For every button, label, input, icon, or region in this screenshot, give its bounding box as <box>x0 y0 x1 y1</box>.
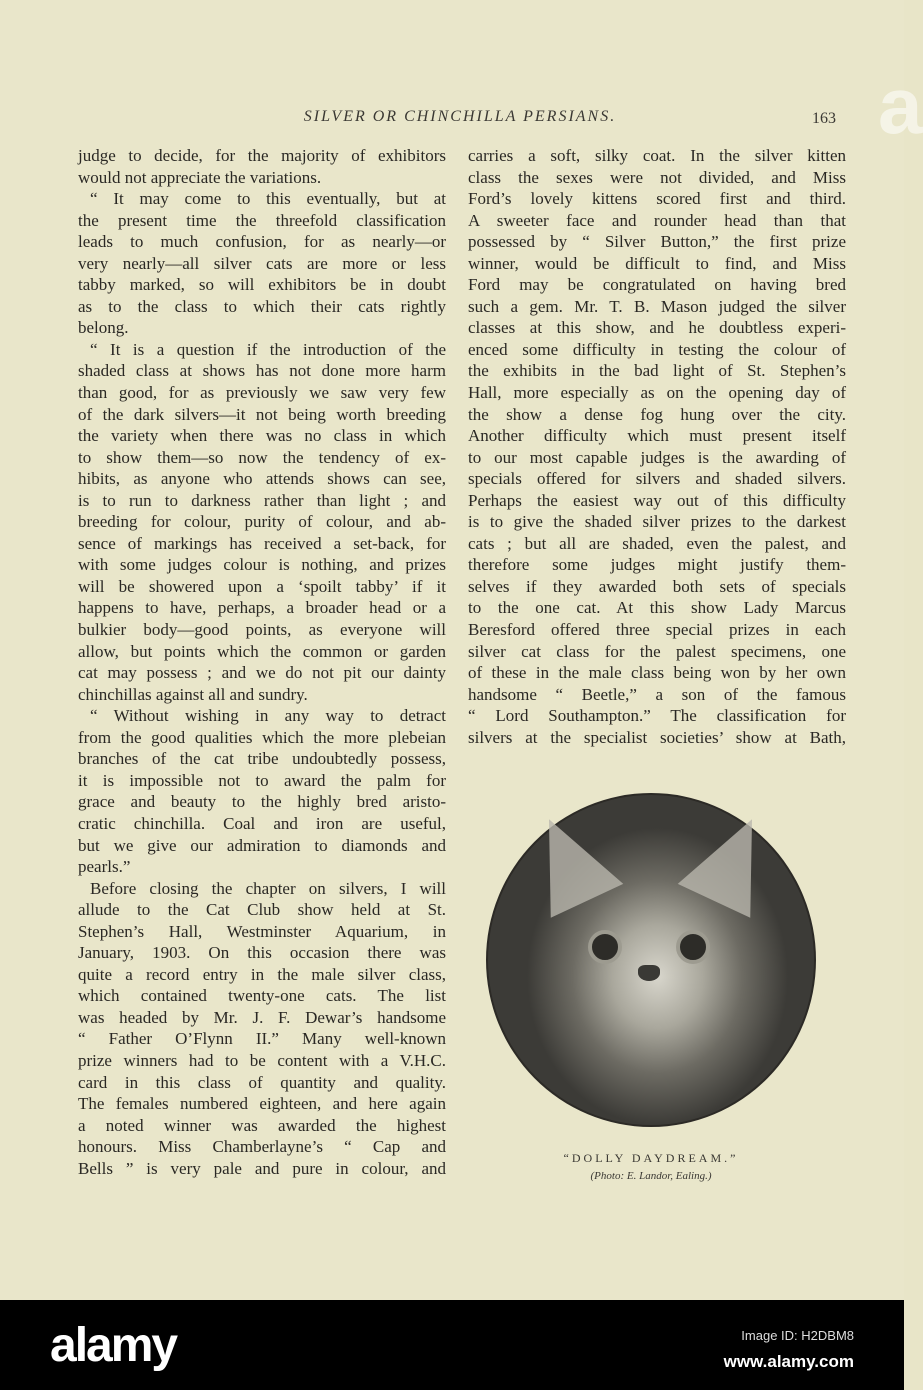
text-line: specials offered for silvers and shaded silvers. <box>468 469 846 489</box>
text-line: therefore some judges might justify them- <box>468 555 846 575</box>
text-line: The females numbered eighteen, and here again <box>78 1094 446 1114</box>
text-line: cat may possess ; and we do not pit our dainty <box>78 663 446 683</box>
kitten-ear-left <box>513 802 624 917</box>
text-line: honours. Miss Chamberlayne’s “ Cap and <box>78 1137 446 1157</box>
text-line: Another difficulty which must present itself <box>468 426 846 446</box>
text-line: “ Father O’Flynn II.” Many well-known <box>78 1029 446 1049</box>
text-line: Ford’s lovely kittens scored first and third. <box>468 189 846 209</box>
text-line: but we give our admiration to diamonds and <box>78 835 446 855</box>
text-line: Bells ” is very pale and pure in colour, and <box>78 1158 446 1178</box>
text-line: breeding for colour, purity of colour, and ab- <box>78 512 446 532</box>
text-line: such a gem. Mr. T. B. Mason judged the silver <box>468 296 846 316</box>
text-line: pearls.” <box>78 857 131 877</box>
kitten-eye-right <box>676 930 710 964</box>
text-line: as to the class to which their cats rightly <box>78 296 446 316</box>
text-line: Ford may be congratulated on having bred <box>468 275 846 295</box>
left-text-column <box>78 145 446 1179</box>
text-line: it is impossible not to award the palm for <box>78 770 446 790</box>
text-line: class the sexes were not divided, and Miss <box>468 167 846 187</box>
text-line: card in this class of quantity and quality. <box>78 1072 446 1092</box>
text-line: would not appreciate the variations. <box>78 167 322 187</box>
text-line: tabby marked, so will exhibitors be in doubt <box>78 275 446 295</box>
text-line: the present time the threefold classification <box>78 210 446 230</box>
text-line: Stephen’s Hall, Westminster Aquarium, in <box>78 921 446 941</box>
figure-caption: “DOLLY DAYDREAM.” <box>563 1151 739 1165</box>
image-id: Image ID: H2DBM8 <box>741 1328 854 1343</box>
kitten-photograph <box>486 793 816 1127</box>
text-line: a noted winner was awarded the highest <box>78 1115 446 1135</box>
text-line: the exhibits in the bad light of St. Stephen’s <box>468 361 846 381</box>
text-line: Hall, more especially as on the opening day of <box>468 383 846 403</box>
text-line: prize winners had to be content with a V.H.C. <box>78 1050 446 1070</box>
text-line: winner, would be difficult to find, and Miss <box>468 253 846 273</box>
text-line: enced some difficulty in testing the colour of <box>468 339 846 359</box>
text-line: handsome “ Beetle,” a son of the famous <box>468 684 846 704</box>
text-line: cats ; but all are shaded, even the palest, and <box>468 533 846 553</box>
text-line: with some judges colour is nothing, and prizes <box>78 555 446 575</box>
text-line: from the good qualities which the more plebeian <box>78 727 446 747</box>
text-line: bulkier body—good points, as everyone will <box>78 620 446 640</box>
text-line: sence of markings has received a set-back, for <box>78 533 446 553</box>
text-line: to show them—so now the tendency of ex- <box>78 447 446 467</box>
text-line: chinchillas against all and sundry. <box>78 684 308 704</box>
text-line: shaded class at shows has not done more harm <box>78 361 446 381</box>
text-line: “ Lord Southampton.” The classification for <box>468 706 846 726</box>
alamy-logo: alamy <box>50 1319 177 1372</box>
photo-credit: (Photo: E. Landor, Ealing.) <box>590 1170 712 1182</box>
text-line: “ It may come to this eventually, but at <box>90 189 446 209</box>
running-title: SILVER OR CHINCHILLA PERSIANS. <box>303 108 617 125</box>
text-line: grace and beauty to the highly bred aristo- <box>78 792 446 812</box>
text-line: the show a dense fog hung over the city. <box>468 404 846 424</box>
text-line: leads to much confusion, for as nearly—or <box>78 232 446 252</box>
text-line: classes at this show, and he doubtless experi- <box>468 318 846 338</box>
text-line: belong. <box>78 318 129 338</box>
text-line: carries a soft, silky coat. In the silver kitten <box>468 146 846 165</box>
text-line: is to run to darkness rather than light ; and <box>78 490 446 510</box>
text-line: allude to the Cat Club show held at St. <box>78 900 446 920</box>
text-line: Perhaps the easiest way out of this difficulty <box>468 490 846 510</box>
text-line: Before closing the chapter on silvers, I will <box>90 878 446 898</box>
right-text-column <box>468 145 846 748</box>
text-line: “ It is a question if the introduction of the <box>90 339 446 359</box>
text-line: Beresford offered three special prizes in each <box>468 620 846 640</box>
text-line: selves if they awarded both sets of specials <box>468 576 846 596</box>
text-line: will be showered upon a ‘spoilt tabby’ if it <box>78 576 446 596</box>
page-number: 163 <box>812 110 836 127</box>
watermark-letter: a <box>878 61 923 150</box>
text-line: happens to have, perhaps, a broader head or a <box>78 598 446 618</box>
text-line: A sweeter face and rounder head than that <box>468 210 846 230</box>
text-line: possessed by “ Silver Button,” the first prize <box>468 232 846 252</box>
text-line: cratic chinchilla. Coal and iron are useful, <box>78 813 446 833</box>
text-line: is to give the shaded silver prizes to the darkest <box>468 512 846 532</box>
kitten-nose <box>638 965 660 981</box>
text-line: hibits, as anyone who attends shows can see, <box>78 469 446 489</box>
text-line: allow, but points which the common or garden <box>78 641 446 661</box>
text-line: was headed by Mr. J. F. Dewar’s handsome <box>78 1007 446 1027</box>
text-line: than good, for as previously we saw very few <box>78 383 446 403</box>
text-line: which contained twenty-one cats. The list <box>78 986 446 1006</box>
site-url: www.alamy.com <box>723 1352 854 1371</box>
text-line: judge to decide, for the majority of exhibitors <box>78 146 446 165</box>
kitten-eye-left <box>588 930 622 964</box>
text-line: silvers at the specialist societies’ show at Bath, <box>468 727 846 747</box>
text-line: branches of the cat tribe undoubtedly possess, <box>78 749 446 769</box>
text-line: to our most capable judges is the awarding of <box>468 447 846 467</box>
text-line: of the dark silvers—it not being worth breeding <box>78 404 446 424</box>
text-line: very nearly—all silver cats are more or less <box>78 253 446 273</box>
text-line: January, 1903. On this occasion there was <box>78 943 446 963</box>
text-line: quite a record entry in the male silver class, <box>78 964 446 984</box>
watermark-bar <box>0 1300 904 1390</box>
text-line: “ Without wishing in any way to detract <box>90 706 446 726</box>
kitten-ear-right <box>678 802 789 917</box>
text-line: of these in the male class being won by her own <box>468 663 846 683</box>
text-line: silver cat class for the palest specimens, one <box>468 641 846 661</box>
text-line: to the one cat. At this show Lady Marcus <box>468 598 846 618</box>
text-line: the variety when there was no class in which <box>78 426 446 446</box>
